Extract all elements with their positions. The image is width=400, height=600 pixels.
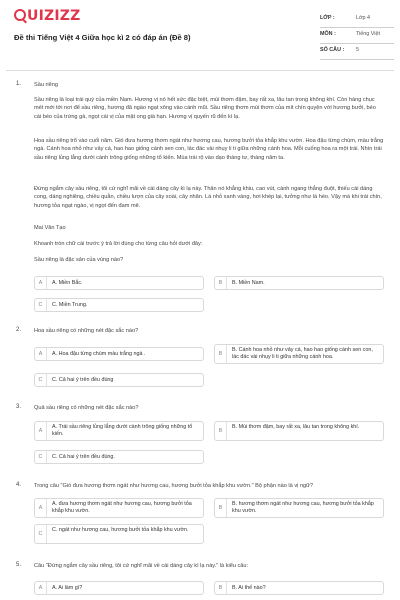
answer-option-b[interactable] (214, 276, 384, 290)
answer-option-a[interactable] (34, 581, 204, 595)
option-text: B. Cánh hoa nhỏ như vảy cá, hao hao giống cánh sen con, lác đác vài nhụy li ti giữa những cánh hoa. (232, 347, 373, 361)
answer-option-b[interactable] (214, 498, 384, 518)
passage-paragraph: Sầu riêng là loại trái quý của miền Nam. Hương vị nó hết sức đặc biệt, mùi thơm đậm, bay rất xa, lâu tan trong không khí. Còn hàng chục mét mới tới nơi để sầu riêng, hương đã ngào ngạt xông vào cánh mũi. Sầu riêng thơm mùi thơm của mít chín quyện với hương bưởi, béo cái béo của trứng gà, ngọt cái vị của mật ong già hạn. Hương vị quyến rũ đến kì lạ. (34, 97, 376, 120)
meta-label: MÔN : (320, 31, 336, 37)
option-text: A. Miền Bắc. (52, 280, 83, 286)
passage-paragraph: Đứng ngắm cây sầu riêng, tôi cứ nghĩ mãi về cái dáng cây kì lạ này. Thân nó khẳng khiu, cao vút, cành ngang thẳng đuột, thiếu cái dáng cong, dáng nghiêng, chiều quằn, chiều lượn của cây xoài, cây nhãn. Lá nhỏ xanh vàng, hơi khép lại, tưởng như lá héo. Vậy mà khi trái chín, hương tỏa ngạt ngào, vị ngọt đến đam mê. (34, 186, 382, 209)
option-text: A. đưa hương thơm ngát như hương cau, hương bưởi tỏa khắp khu vườn. (52, 501, 192, 515)
header-divider (6, 70, 394, 71)
meta-value: 5 (356, 47, 359, 53)
answer-option-c[interactable] (34, 524, 204, 544)
question-prompt: Sầu riêng là đặc sản của vùng nào? (34, 257, 124, 263)
question-number: 5. (16, 562, 22, 568)
option-letter: C (35, 299, 47, 311)
answer-option-b[interactable] (214, 581, 384, 595)
option-text: C. Cả hai ý trên đều đúng (52, 377, 114, 383)
meta-label: SỐ CÂU : (320, 47, 345, 53)
worksheet-header (0, 0, 400, 66)
quizizz-logo (14, 8, 80, 24)
passage-paragraph: Hoa sầu riêng trổ vào cuối năm. Gió đưa hương thơm ngát như hương cau, hương bưởi tỏa khắp khu vườn. Hoa đậu từng chùm, màu trắng ngà. Cánh hoa nhỏ như vảy cá, hao hao giống cánh sen con, lác đác vài nhụy li ti giữa những cánh hoa. Mỗi cuống hoa ra một trái. Nhìn trái sầu riêng lủng lẳng dưới cành trông giống những tổ kiến. Mùa trái rộ vào dạo tháng tư, tháng năm ta. (34, 138, 384, 161)
answer-option-c[interactable] (34, 450, 204, 464)
meta-row-grade (320, 12, 394, 28)
option-text: A. Hoa đậu từng chùm màu trắng ngà . (52, 351, 146, 357)
question-prompt: Quả sầu riêng có những nét đặc sắc nào? (34, 405, 139, 411)
question-number: 1. (16, 81, 22, 87)
option-text: B. Mùi thơm đậm, bay rất xa, lâu tan trong không khí. (232, 424, 360, 430)
option-text: B. Ai thế nào? (232, 585, 266, 591)
answer-option-b[interactable] (214, 344, 384, 364)
question-number: 4. (16, 482, 22, 488)
option-letter: B (215, 422, 227, 440)
question-number: 2. (16, 327, 22, 333)
option-letter: A (35, 277, 47, 289)
question-prompt: Hoa sầu riêng có những nét đặc sắc nào? (34, 328, 139, 334)
option-letter: A (35, 582, 47, 594)
document-title: Đề thi Tiếng Việt 4 Giữa học kì 2 có đáp án (Đề 8) (14, 33, 191, 42)
meta-label: LỚP : (320, 15, 335, 21)
option-text: B. hương thơm ngát như hương cau, hương bưởi tỏa khắp khu vườn. (232, 501, 374, 515)
instruction-text: Khoanh tròn chữ cái trước ý trả lời đúng cho từng câu hỏi dưới đây: (34, 241, 203, 247)
answer-option-a[interactable] (34, 421, 204, 441)
meta-value: Lớp 4 (356, 15, 371, 21)
q-magnifier-icon (14, 9, 26, 21)
option-text: A. Ai làm gì? (52, 585, 83, 591)
answer-option-a[interactable] (34, 276, 204, 290)
meta-value: Tiếng Việt (356, 31, 380, 37)
option-text: C. ngát như hương cau, hương bưởi tỏa khắp khu vườn. (52, 527, 189, 533)
option-letter: B (215, 277, 227, 289)
passage-author: Mai Văn Tạo (34, 225, 66, 231)
option-text: B. Miền Nam. (232, 280, 265, 286)
option-text: A. Trái sầu riêng lủng lẳng dưới cành trông giống những tổ kiến. (52, 424, 193, 438)
option-letter: A (35, 348, 47, 360)
question-number: 3. (16, 404, 22, 410)
option-letter: A (35, 422, 47, 440)
option-letter: A (35, 499, 47, 517)
option-letter: B (215, 499, 227, 517)
question-prompt: Câu "Đứng ngắm cây sầu riêng, tôi cứ nghĩ mãi về cái dáng cây kì lạ này." là kiểu câu: (34, 563, 249, 569)
passage-heading: Sầu riêng (34, 82, 58, 88)
option-letter: C (35, 451, 47, 463)
logo-text: UIZIZZ (27, 8, 81, 24)
answer-option-c[interactable] (34, 373, 204, 387)
answer-option-a[interactable] (34, 347, 204, 361)
answer-option-a[interactable] (34, 498, 204, 518)
meta-row-subject (320, 28, 394, 44)
option-letter: B (215, 345, 227, 363)
option-letter: C (35, 525, 47, 543)
option-letter: C (35, 374, 47, 386)
answer-option-b[interactable] (214, 421, 384, 441)
meta-box (320, 12, 394, 60)
option-letter: B (215, 582, 227, 594)
meta-row-question-count (320, 44, 394, 60)
option-text: C. Miền Trung. (52, 302, 88, 308)
option-text: C. Cả hai ý trên đều đúng. (52, 454, 115, 460)
question-prompt: Trong câu "Gió đưa hương thơm ngát như hương cau, hương bưởi tỏa khắp khu vườn." Bộ phận nào là vị ngữ? (34, 483, 314, 489)
answer-option-c[interactable] (34, 298, 204, 312)
